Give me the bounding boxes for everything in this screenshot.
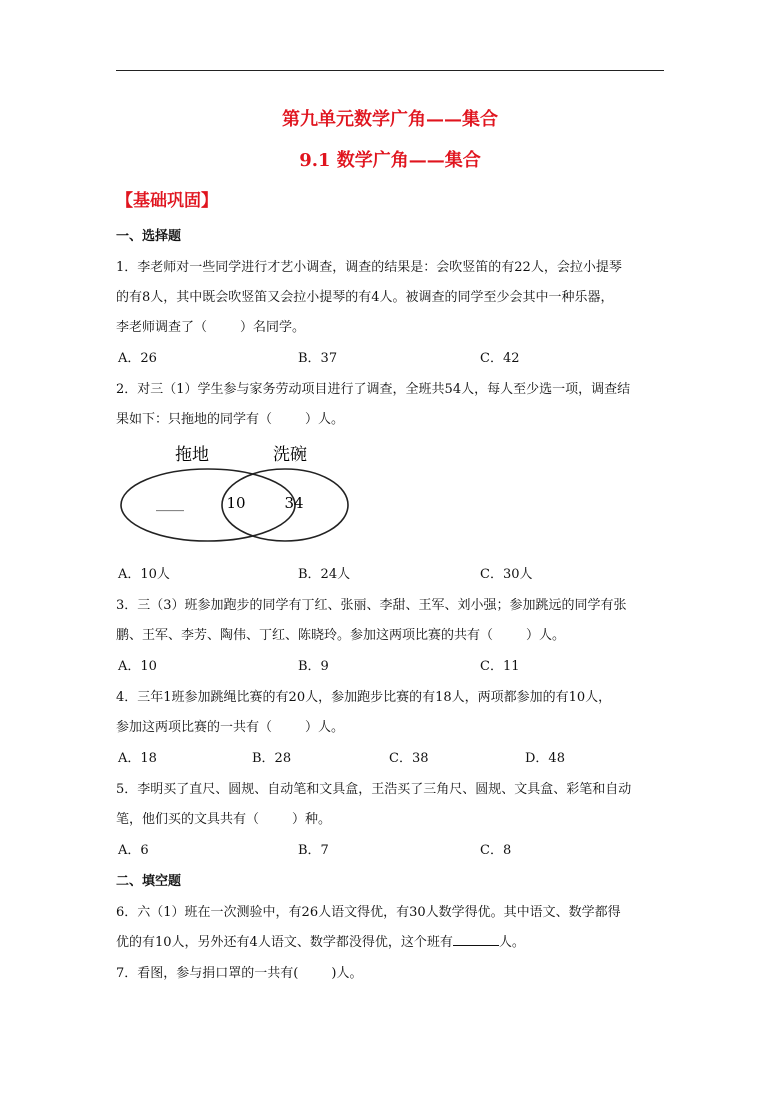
q4-option: A．18 — [118, 751, 157, 766]
q4-option: D．48 — [525, 751, 565, 766]
q1-option: A．26 — [118, 351, 157, 366]
part2-heading: 二、填空题 — [116, 874, 182, 889]
q1-line: 的有8人，其中既会吹竖笛又会拉小提琴的有4人。被调查的同学至少会其中一种乐器， — [116, 290, 614, 305]
q5-option: C．8 — [480, 843, 512, 858]
q5-option: B．7 — [298, 843, 329, 858]
part1-heading: 一、选择题 — [116, 229, 182, 244]
venn-left-label: 拖地 — [175, 445, 209, 465]
q1-option: B．37 — [298, 351, 338, 366]
venn-diagram — [118, 436, 358, 546]
venn-right-value: 34 — [284, 494, 304, 512]
venn-right-label: 洗碗 — [273, 445, 307, 465]
q3-line: 鹏、王军、李芳、陶伟、丁红、陈晓玲。参加这两项比赛的共有（ ）人。 — [116, 628, 566, 643]
q5-option: A．6 — [118, 843, 149, 858]
section-label: 【基础巩固】 — [116, 191, 218, 211]
q4-line: 4．三年1班参加跳绳比赛的有20人，参加跑步比赛的有18人，两项都参加的有10人， — [116, 690, 612, 705]
q7-line: 7．看图，参与捐口罩的一共有( )人。 — [116, 966, 363, 981]
q3-option: A．10 — [118, 659, 157, 674]
venn-left-blank: ____ — [156, 496, 184, 512]
q1-line: 1．李老师对一些同学进行才艺小调查，调查的结果是：会吹竖笛的有22人，会拉小提琴 — [116, 260, 622, 275]
q6-text: 优的有10人，另外还有4人语文、数学都没得优，这个班有 — [116, 935, 453, 950]
q2-line: 果如下：只拖地的同学有（ ）人。 — [116, 412, 345, 427]
q2-option: B．24人 — [298, 567, 351, 582]
page-subtitle: 9.1 数学广角——集合 — [299, 150, 481, 171]
header-rule — [116, 70, 664, 71]
q3-option: C．11 — [480, 659, 520, 674]
q5-line: 笔，他们买的文具共有（ ）种。 — [116, 812, 332, 827]
venn-left-ellipse — [121, 469, 295, 541]
q6-line: 6．六（1）班在一次测验中，有26人语文得优，有30人数学得优。其中语文、数学都得 — [116, 905, 621, 920]
venn-intersection-value: 10 — [226, 494, 246, 512]
q6-text: 人。 — [498, 935, 525, 950]
q2-option: C．30人 — [480, 567, 533, 582]
q2-line: 2．对三（1）学生参与家务劳动项目进行了调查，全班共54人，每人至少选一项，调查结 — [116, 382, 631, 397]
q6-line — [116, 931, 525, 950]
q4-option: B．28 — [252, 751, 292, 766]
q2-option: A．10人 — [118, 567, 170, 582]
q6-answer-blank[interactable] — [453, 933, 499, 946]
q4-option: C．38 — [389, 751, 429, 766]
page-title: 第九单元数学广角——集合 — [282, 109, 498, 130]
q3-line: 3．三（3）班参加跑步的同学有丁红、张丽、李甜、王军、刘小强；参加跳远的同学有张 — [116, 598, 627, 613]
q4-line: 参加这两项比赛的一共有（ ）人。 — [116, 720, 345, 735]
q1-option: C．42 — [480, 351, 520, 366]
q1-line: 李老师调查了（ ）名同学。 — [116, 320, 306, 335]
q5-line: 5．李明买了直尺、圆规、自动笔和文具盒，王浩买了三角尺、圆规、文具盒、彩笔和自动 — [116, 782, 632, 797]
q3-option: B．9 — [298, 659, 329, 674]
